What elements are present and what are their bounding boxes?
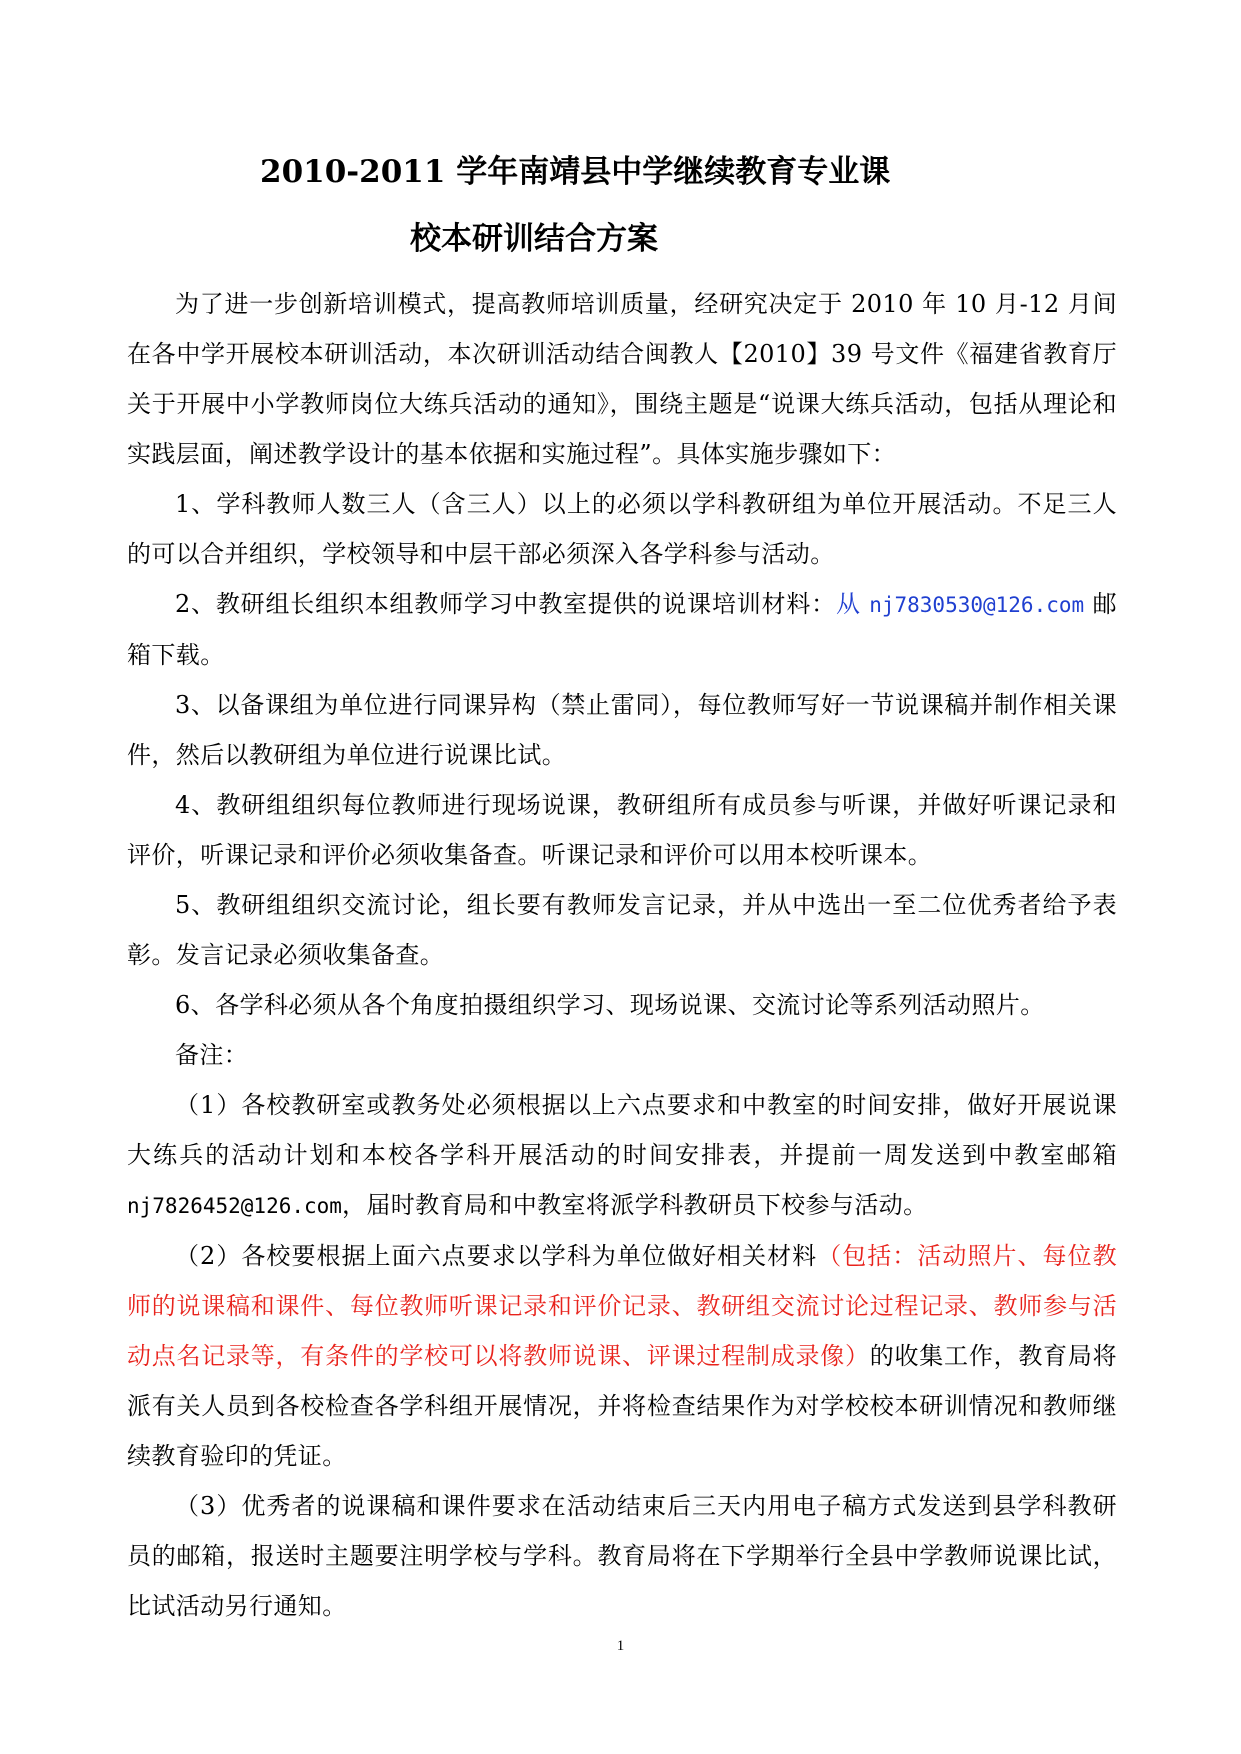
note-1-paragraph [127,1080,1117,1231]
step-3-paragraph: 3、以备课组为单位进行同课异构（禁止雷同），每位教师写好一节说课稿并制作相关课件，然后以教研组为单位进行说课比试。 [127,691,1117,769]
step-2-paragraph [127,579,1117,680]
note-label: 备注： [175,1041,249,1069]
document-title-line1: 2010-2011 学年南靖县中学继续教育专业课 [260,154,891,190]
note-2-text: （2）各校要根据上面六点要求以学科为单位做好相关材料 [175,1242,818,1270]
note-1-suffix: ，届时教育局和中教室将派学科教研员下校参与活动。 [341,1191,928,1219]
download-email: nj7830530@126.com [869,593,1085,617]
note-3-paragraph: （3）优秀者的说课稿和课件要求在活动结束后三天内用电子稿方式发送到县学科教研员的邮箱，报送时主题要注明学校与学科。教育局将在下学期举行全县中学教师说课比试，比试活动另行通知。 [127,1492,1117,1620]
intro-paragraph: 为了进一步创新培训模式，提高教师培训质量，经研究决定于 2010 年 10 月-12 月间在各中学开展校本研训活动，本次研训活动结合闽教人【2010】39 号文件《福建省教育厅关于开展中小学教师岗位大练兵活动的通知》，围绕主题是“说课大练兵活动，包括从理论和实践层面，阐述教学设计的基本依据和实施过程”。具体实施步骤如下： [127,290,1117,468]
step-5-paragraph: 5、教研组组织交流讨论，组长要有教师发言记录，并从中选出一至二位优秀者给予表彰。发言记录必须收集备查。 [127,891,1117,969]
note-1-text: （1）各校教研室或教务处必须根据以上六点要求和中教室的时间安排，做好开展说课大练兵的活动计划和本校各学科开展活动的时间安排表，并提前一周发送到中教室邮箱 [127,1091,1117,1169]
step-6-paragraph: 6、各学科必须从各个角度拍摄组织学习、现场说课、交流讨论等系列活动照片。 [175,991,1045,1019]
step-4-paragraph: 4、教研组组织每位教师进行现场说课，教研组所有成员参与听课，并做好听课记录和评价，听课记录和评价必须收集备查。听课记录和评价可以用本校听课本。 [127,791,1117,869]
document-title-line2: 校本研训结合方案 [410,221,658,257]
note-2-paragraph [127,1231,1117,1481]
submission-email: nj7826452@126.com [127,1194,342,1218]
page-number: 1 [616,1638,625,1654]
materials-list-highlight: （包括：活动照片、每位教师的说课稿和课件、每位教师听课记录和评价记录、教研组交流讨论过程记录、教师参与活动点名记录等，有条件的学校可以将教师说课、评课过程制成录像） [127,1242,1117,1370]
step-2-suffix: 邮箱下载。 [127,590,1117,669]
download-source-link[interactable] [836,590,1084,618]
download-from-label: 从 [835,590,870,618]
note-2-suffix: 的收集工作，教育局将派有关人员到各校检查各学科组开展情况，并将检查结果作为对学校校本研训情况和教师继续教育验印的凭证。 [127,1342,1118,1470]
document-body [127,279,1117,1631]
step-1-paragraph: 1、学科教师人数三人（含三人）以上的必须以学科教研组为单位开展活动。不足三人的可以合并组织，学校领导和中层干部必须深入各学科参与活动。 [127,490,1117,568]
step-2-text: 2、教研组长组织本组教师学习中教室提供的说课培训材料： [175,590,836,618]
